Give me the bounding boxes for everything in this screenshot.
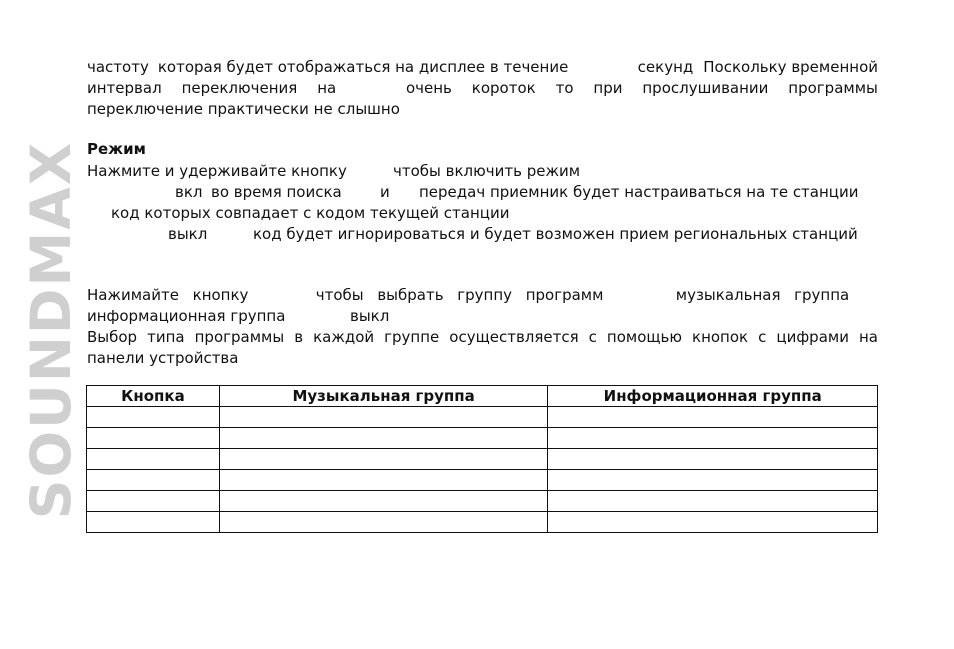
table-cell [219, 428, 548, 449]
table-cell [87, 512, 220, 533]
text-fragment: программы [788, 79, 878, 97]
text-fragment: то [555, 79, 574, 97]
text-fragment: помощью [606, 328, 682, 346]
text-fragment: переключение практически не слышно [87, 100, 400, 118]
text-fragment: типа [147, 328, 185, 346]
table-cell [219, 491, 548, 512]
text-fragment: код будет игнорироваться и будет возможен прием региональных станций [253, 225, 858, 243]
table-row [87, 491, 878, 512]
logo-text: SOUNDMAX [19, 140, 84, 520]
table-cell [548, 449, 878, 470]
header-button-column: Кнопка [87, 386, 220, 407]
text-fragment: на [858, 328, 878, 346]
text-fragment: информационная группа [87, 307, 286, 325]
table-row [87, 512, 878, 533]
text-fragment: Нажмите и удерживайте кнопку [87, 162, 347, 180]
text-fragment: программ [525, 286, 604, 304]
text-fragment: короток [471, 79, 536, 97]
table-cell [548, 512, 878, 533]
text-fragment: чтобы включить режим [393, 162, 581, 180]
text-fragment: которая будет отображаться на дисплее в течение [157, 58, 569, 76]
section-heading [87, 139, 878, 160]
text-fragment: Поскольку временной [703, 58, 878, 76]
table-row [87, 428, 878, 449]
text-fragment: осуществляется [449, 328, 579, 346]
text-fragment: секунд [637, 58, 694, 76]
table-row [87, 407, 878, 428]
paragraph1-line2 [87, 78, 878, 99]
table-row [87, 449, 878, 470]
text-fragment: кнопок [692, 328, 749, 346]
text-fragment: группе [384, 328, 440, 346]
program-group-table [86, 385, 878, 533]
text-fragment: вкл [175, 183, 203, 201]
table-cell [87, 491, 220, 512]
text-fragment: с [588, 328, 597, 346]
table-cell [219, 407, 548, 428]
text-fragment: выбрать [377, 286, 444, 304]
text-fragment: частоту [87, 58, 149, 76]
heading-text: Режим [87, 140, 146, 158]
text-fragment: с [758, 328, 767, 346]
header-info-group-column: Информационная группа [548, 386, 878, 407]
table-cell [548, 428, 878, 449]
text-fragment: при [593, 79, 623, 97]
text-fragment: панели устройства [87, 349, 239, 367]
table-header-row [87, 386, 878, 407]
table-cell [219, 512, 548, 533]
paragraph1-line3 [87, 99, 878, 120]
text-fragment: прослушивании [642, 79, 769, 97]
text-fragment: выкл [350, 307, 390, 325]
table-cell [87, 428, 220, 449]
header-music-group-column: Музыкальная группа [219, 386, 548, 407]
table-cell [219, 449, 548, 470]
soundmax-logo [19, 60, 84, 600]
text-fragment: очень [405, 79, 452, 97]
table-cell [548, 491, 878, 512]
text-fragment: Выбор [87, 328, 138, 346]
text-fragment: код которых совпадает с кодом текущей станции [111, 204, 510, 222]
paragraph2-line4 [87, 348, 878, 369]
table-cell [87, 407, 220, 428]
text-fragment: группу [457, 286, 513, 304]
text-fragment: программы [194, 328, 285, 346]
text-fragment: музыкальная [675, 286, 781, 304]
text-fragment: Нажимайте [87, 286, 179, 304]
paragraph2-line1 [87, 285, 878, 306]
table-cell [219, 470, 548, 491]
text-fragment: во время поиска [211, 183, 342, 201]
text-fragment: передач приемник будет настраиваться на те станции [419, 183, 859, 201]
text-fragment: в [294, 328, 304, 346]
table-cell [548, 407, 878, 428]
text-fragment: выкл [168, 225, 208, 243]
text-fragment: на [317, 79, 337, 97]
table-cell [87, 449, 220, 470]
text-fragment: цифрами [776, 328, 849, 346]
text-fragment: и [380, 183, 390, 201]
text-fragment: чтобы [315, 286, 364, 304]
text-fragment: переключения [181, 79, 298, 97]
paragraph2-line3 [87, 327, 878, 348]
text-fragment: интервал [87, 79, 162, 97]
paragraph1-line1 [87, 57, 878, 78]
table-cell [548, 470, 878, 491]
table-cell [87, 470, 220, 491]
text-fragment: каждой [313, 328, 375, 346]
table-row [87, 470, 878, 491]
text-fragment: кнопку [192, 286, 249, 304]
text-fragment: группа [794, 286, 850, 304]
